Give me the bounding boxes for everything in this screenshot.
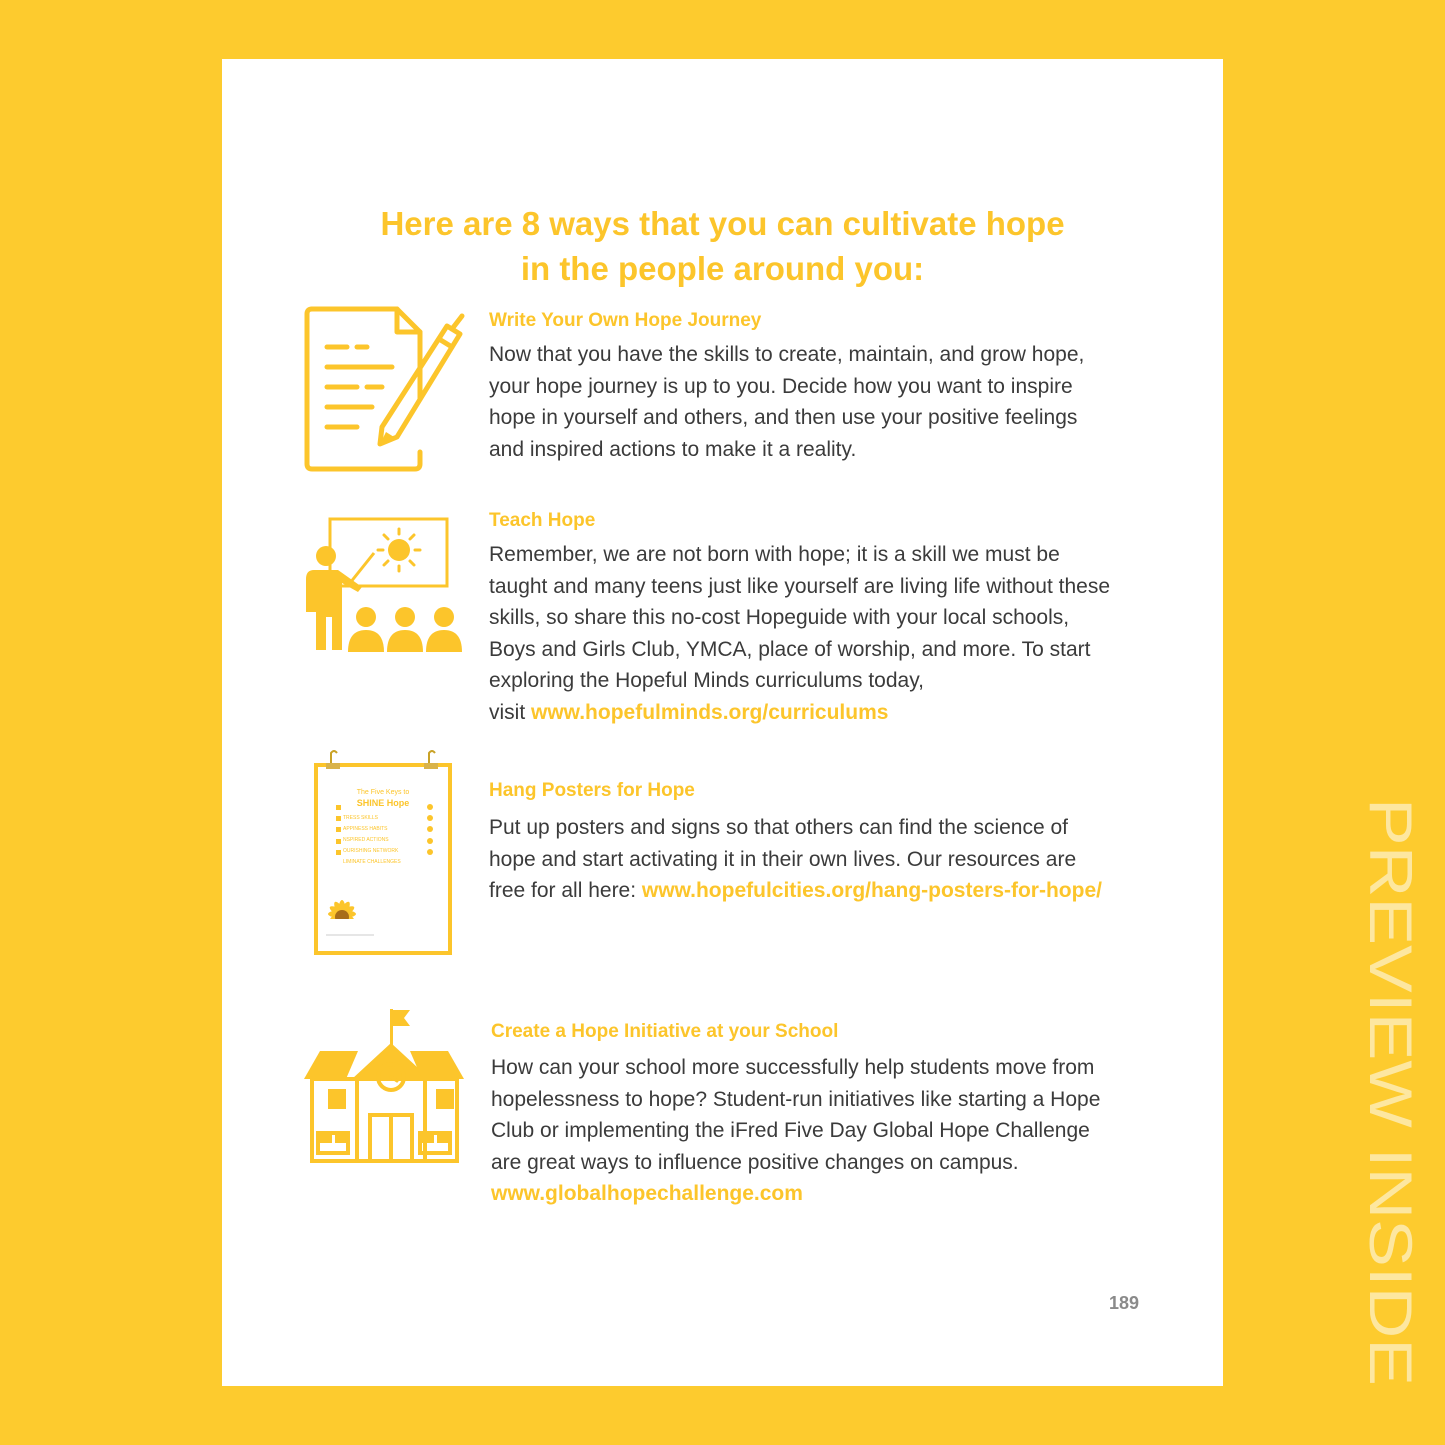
link-prefix: free for all here: [489, 879, 642, 902]
poster-item: OURISHING NETWORK [343, 848, 399, 854]
section-title-hope-initiative: Create a Hope Initiative at your School [491, 1021, 839, 1042]
poster-heading-small: The Five Keys to [356, 789, 410, 796]
section-body-teach-hope [489, 539, 1110, 728]
body-line: hope and start activating it in their own lives. Our resources are [489, 847, 1077, 871]
poster-item: LIMINATE CHALLENGES [343, 859, 401, 865]
page-title-line-1: Here are 8 ways that you can cultivate hope [380, 205, 1065, 242]
body-line: Now that you have the skills to create, maintain, and grow hope, [489, 343, 1085, 366]
teacher-classroom-icon [302, 517, 467, 657]
body-line-with-link [489, 875, 1102, 907]
section-title-teach-hope: Teach Hope [489, 510, 596, 531]
preview-inside-watermark [1357, 798, 1424, 1388]
body-line: hopelessness to hope? Student-run initiatives like starting a Hope [491, 1087, 1101, 1111]
section-body-write-journey [489, 339, 1084, 465]
body-line: are great ways to influence positive changes on campus. [491, 1150, 1019, 1174]
body-line: hope in yourself and others, and then use your positive feelings [489, 406, 1078, 429]
curriculums-link[interactable]: www.hopefulminds.org/curriculums [531, 700, 889, 724]
poster-item: TRESS SKILLS [343, 815, 379, 821]
hang-posters-link[interactable]: www.hopefulcities.org/hang-posters-for-hope/ [641, 879, 1102, 902]
hanging-poster-icon [314, 749, 452, 955]
poster-item-list [343, 813, 401, 868]
link-prefix: visit [489, 700, 531, 724]
body-line: Club or implementing the iFred Five Day Global Hope Challenge [491, 1119, 1090, 1142]
section-body-hope-initiative [491, 1052, 1100, 1210]
body-line: Put up posters and signs so that others can find the science of [489, 816, 1069, 839]
section-title-hang-posters: Hang Posters for Hope [489, 780, 695, 801]
body-line: exploring the Hopeful Minds curriculums today, [489, 669, 924, 692]
section-title-write-journey: Write Your Own Hope Journey [489, 310, 762, 331]
global-hope-challenge-link[interactable]: www.globalhopechallenge.com [491, 1182, 803, 1205]
poster-item: NSPIRED ACTIONS [343, 837, 389, 843]
body-line-with-link [489, 697, 1110, 729]
school-building-icon [302, 1007, 467, 1165]
body-line: taught and many teens just like yourself are living life without these [489, 574, 1111, 598]
document-page [222, 59, 1223, 1386]
poster-heading: SHINE Hope [356, 798, 410, 808]
body-line: and inspired actions to make it a reality. [489, 437, 857, 461]
section-body-hang-posters [489, 812, 1102, 907]
poster-item: APPINESS HABITS [343, 826, 388, 832]
body-line: skills, so share this no-cost Hopeguide with your local schools, [489, 606, 1070, 629]
page-title [222, 201, 1223, 291]
watermark-text: PREVIEW INSIDE [1357, 798, 1424, 1292]
document-pen-icon [302, 304, 467, 474]
page-title-line-2: in the people around you: [520, 250, 925, 287]
body-line: Remember, we are not born with hope; it is a skill we must be [489, 543, 1060, 566]
body-line: How can your school more successfully help students move from [491, 1056, 1095, 1079]
body-line: Boys and Girls Club, YMCA, place of worship, and more. To start [489, 637, 1091, 661]
body-line: your hope journey is up to you. Decide how you want to inspire [489, 374, 1073, 398]
page-number: 189 [1109, 1293, 1140, 1313]
